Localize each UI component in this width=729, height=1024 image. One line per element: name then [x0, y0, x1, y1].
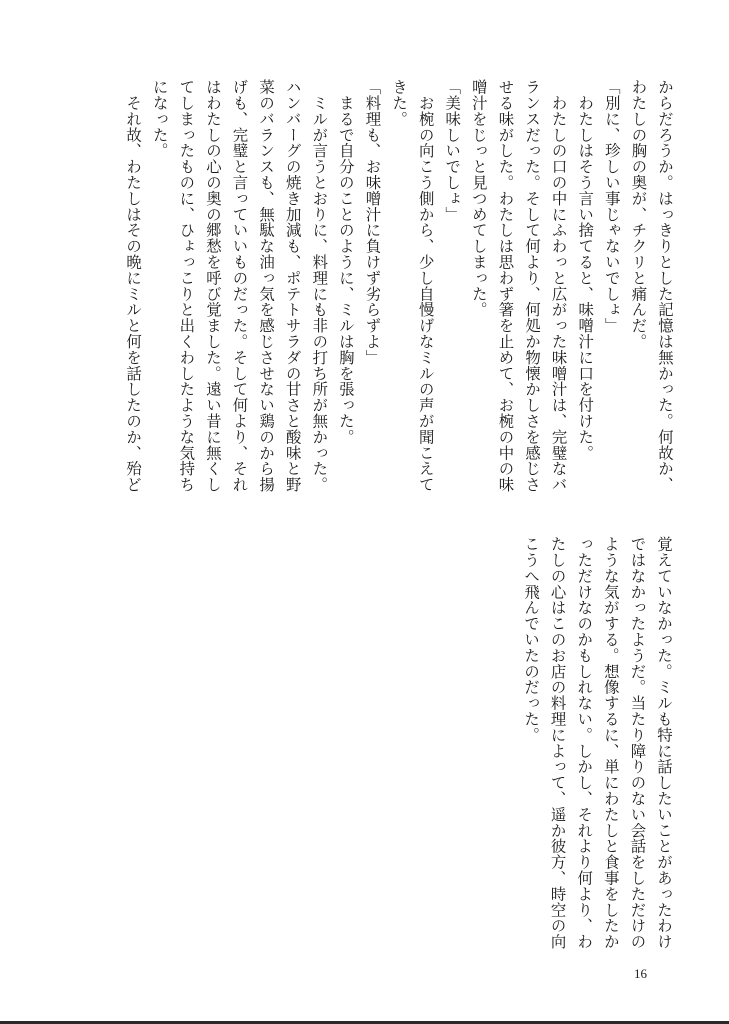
text-line: 「美味しいでしょ」 — [443, 79, 462, 223]
text-line: それ故、わたしはその晩にミルと何を話したのか、殆ど — [124, 79, 143, 493]
text-line: ではなかったようだ。当たり障りのない会話をしただけの — [628, 536, 647, 950]
page-number: 16 — [634, 966, 647, 981]
upper-text-block — [124, 79, 678, 509]
text-line: ような気がする。想像するに、単にわたしと食事をしたか — [601, 536, 620, 950]
text-line: 「料理も、お味噌汁に負けず劣らずよ」 — [363, 79, 382, 366]
text-line: 菜のバランスも、無駄な油っ気を感じさせない鶏のから揚 — [257, 79, 276, 493]
text-line: ミルが言うとおりに、料理にも非の打ち所が無かった。 — [310, 79, 329, 493]
text-line: げも、完璧と言っていいものだった。そして何より、それ — [230, 79, 249, 493]
text-line: 噌汁をじっと見つめてしまった。 — [469, 79, 488, 318]
text-line: お椀の向こう側から、少し自慢げなミルの声が聞こえて — [416, 79, 435, 493]
text-line: きた。 — [390, 79, 409, 127]
text-line: たしの心はこのお店の料理によって、遥か彼方、時空の向 — [548, 536, 567, 950]
text-line: ランスだった。そして何より、何処か物懐かしさを感じさ — [523, 79, 542, 493]
text-line: になった。 — [150, 79, 169, 159]
text-line: てしまったものに、ひょっこりと出くわしたような気持ち — [177, 79, 196, 493]
text-line: っただけなのかもしれない。しかし、それより何より、わ — [575, 536, 594, 950]
text-line: こうへ飛んでいたのだった。 — [522, 536, 541, 743]
lower-text-block — [509, 536, 677, 966]
text-line: まるで自分のことのように、ミルは胸を張った。 — [336, 79, 355, 445]
text-line: からだろうか。はっきりとした記憶は無かった。何故か、 — [656, 79, 674, 493]
text-line: わたしの胸の奥が、チクリと痛んだ。 — [629, 79, 648, 350]
text-line: ハンバーグの焼き加減も、ポテトサラダの甘さと酸味と野 — [283, 79, 302, 493]
text-line: はわたしの心の奥の郷愁を呼び覚ました。遠い昔に無くし — [203, 79, 222, 493]
text-line: 覚えていなかった。ミルも特に話したいことがあったわけ — [655, 536, 673, 950]
text-line: 「別に、珍しい事じゃないでしょ」 — [602, 79, 621, 334]
text-line: わたしはそう言い捨てると、味噌汁に口を付けた。 — [576, 79, 595, 461]
text-line: せる味がした。わたしは思わず箸を止めて、お椀の中の味 — [496, 79, 515, 493]
text-line: わたしの口の中にふわっと広がった味噌汁は、完璧なバ — [549, 79, 568, 493]
